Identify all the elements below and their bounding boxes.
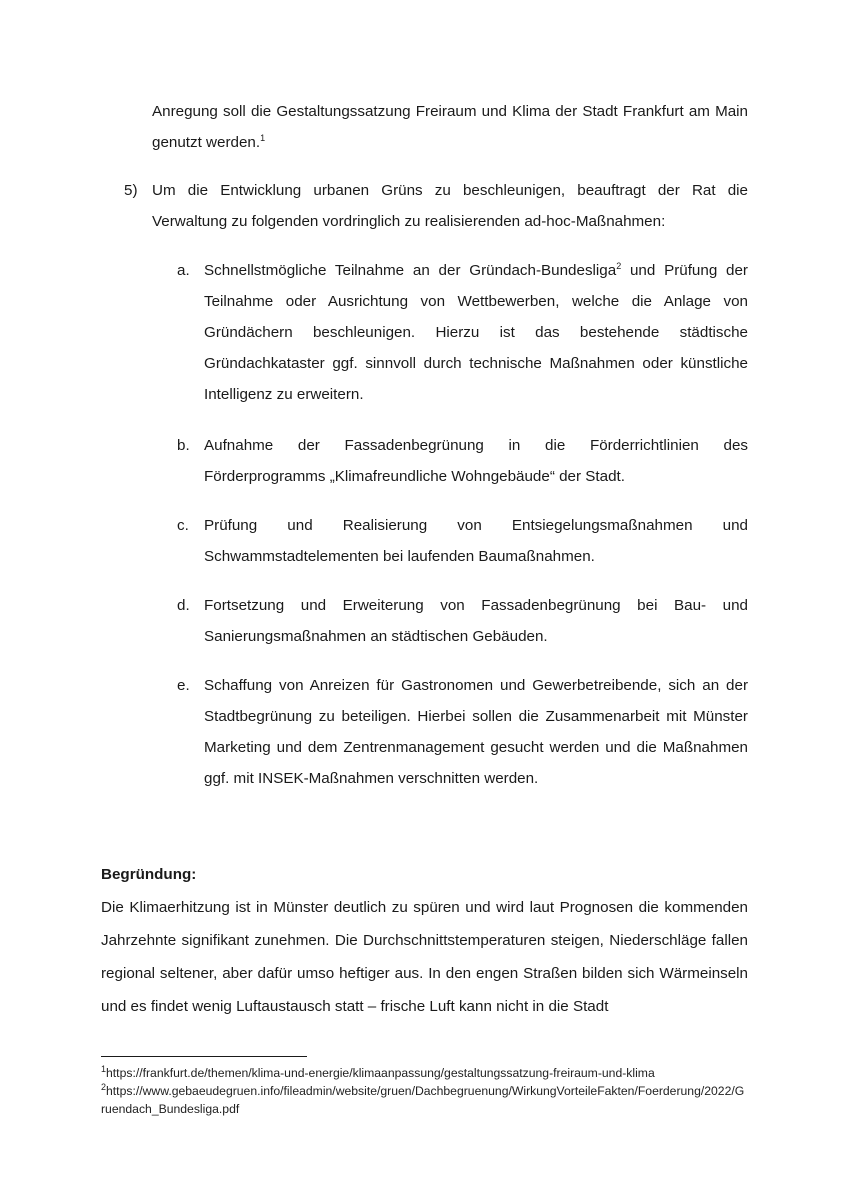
sub-item-text xyxy=(204,255,748,410)
footnote-separator xyxy=(101,1056,307,1057)
sub-item-letter: c. xyxy=(177,517,189,534)
list-item-number: 5) xyxy=(124,182,138,199)
sub-item-text-after: und Prüfung der Teilnahme oder Ausrichtung von Wettbewerben, welche die Anlage von Gründächern beschleunigen. Hierzu ist das bestehende städtische Gründachkataster ggf. sinnvoll durch technische Maßnahmen oder künstliche Intelligenz zu erweitern. xyxy=(204,262,748,403)
continuation-paragraph xyxy=(152,96,748,158)
sub-item-text: Aufnahme der Fassadenbegrünung in die Förderrichtlinien des Förderprogramms „Klimafreundliche Wohngebäude“ der Stadt. xyxy=(204,437,748,485)
continuation-text: Anregung soll die Gestaltungssatzung Freiraum und Klima der Stadt Frankfurt am Main genutzt werden. xyxy=(152,103,748,151)
sub-item-text-before: Schnellstmögliche Teilnahme an der Gründach-Bundesliga xyxy=(204,262,617,279)
footnote-link[interactable]: https://frankfurt.de/themen/klima-und-energie/klimaanpassung/gestaltungssatzung-freiraum-und-klima xyxy=(106,1066,655,1080)
list-item-text: Um die Entwicklung urbanen Grüns zu beschleunigen, beauftragt der Rat die Verwaltung zu folgenden vordringlich zu realisierenden ad-hoc-Maßnahmen: xyxy=(152,182,748,230)
footnote-1 xyxy=(101,1064,748,1082)
reasoning-paragraph: Die Klimaerhitzung ist in Münster deutlich zu spüren und wird laut Prognosen die kommenden Jahrzehnte signifikant zunehmen. Die Durchschnittstemperaturen steigen, Niederschläge fallen regional seltener, aber dafür umso heftiger aus. In den engen Straßen bilden sich Wärmeinseln und es findet wenig Luftaustausch statt – frische Luft kann nicht in die Stadt xyxy=(101,899,748,1015)
footnote-2 xyxy=(101,1082,748,1118)
sub-item-letter: e. xyxy=(177,677,190,694)
sub-item-text: Prüfung und Realisierung von Entsiegelungsmaßnahmen und Schwammstadtelementen bei laufenden Baumaßnahmen. xyxy=(204,517,748,565)
footnote-marker: 2 xyxy=(101,1081,107,1092)
sub-item-letter: a. xyxy=(177,262,190,279)
sub-item-letter: d. xyxy=(177,597,190,614)
sub-item-text: Schaffung von Anreizen für Gastronomen und Gewerbetreibende, sich an der Stadtbegrünung zu beteiligen. Hierbei sollen die Zusammenarbeit mit Münster Marketing und dem Zentrenmanagement gesucht werden und die Maßnahmen ggf. mit INSEK-Maßnahmen verschnitten werden. xyxy=(204,677,748,787)
footnote-ref-2: 2 xyxy=(616,260,622,271)
footnotes xyxy=(101,1064,748,1118)
section-heading: Begründung: xyxy=(101,866,197,883)
sub-item-letter: b. xyxy=(177,437,190,454)
footnote-marker: 1 xyxy=(101,1063,107,1074)
sub-item-text: Fortsetzung und Erweiterung von Fassadenbegrünung bei Bau- und Sanierungsmaßnahmen an städtischen Gebäuden. xyxy=(204,597,748,645)
footnote-ref-1: 1 xyxy=(260,132,266,143)
footnote-link[interactable]: https://www.gebaeudegruen.info/fileadmin/website/gruen/Dachbegruenung/WirkungVorteileFakten/Foerderung/2022/Gruendach_Bundesliga.pdf xyxy=(101,1084,745,1116)
